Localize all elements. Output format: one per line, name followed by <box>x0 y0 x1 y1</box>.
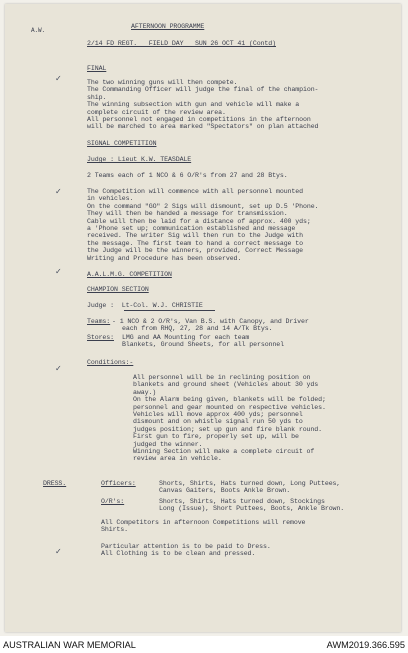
final-heading: FINAL <box>87 65 107 72</box>
conditions-line: Vehicles will move approx 400 yds; personnel <box>133 411 303 418</box>
judge-underline <box>124 310 215 311</box>
final-line: will be marched to area marked "Spectators" on plan attached <box>87 123 319 131</box>
signal-line: On the command "GO" 2 Sigs will dismount, set up D.5 'Phone. <box>87 202 319 210</box>
stores-label: Stores: <box>87 334 114 341</box>
dress-label: DRESS. <box>43 480 67 487</box>
final-line: The Commanding Officer will judge the final of the champion- <box>87 86 319 94</box>
officers-label: Officers: <box>101 480 136 487</box>
signal-line: Writing and Procedure has been observed. <box>87 254 242 262</box>
aalmg-heading: A.A.L.M.G. COMPETITION <box>87 271 172 278</box>
officers-line: Canvas Gaiters, Boots Ankle Brown. <box>159 487 291 495</box>
margin-mark: ✓ <box>55 187 62 196</box>
closing-line: Particular attention is to be paid to Dress. <box>101 543 271 550</box>
final-line: The winning subsection with gun and vehicle will make a <box>87 101 300 109</box>
teams-line: each from RHQ, 27, 28 and 14 A/Tk Btys. <box>122 325 273 333</box>
margin-mark: ✓ <box>55 74 62 83</box>
signal-line: They will then be handed a message for transmission. <box>87 210 288 218</box>
aalmg-judge: Judge : Lt-Col. W.J. CHRISTIE <box>87 302 203 309</box>
conditions-line: away.) <box>133 388 157 396</box>
conditions-line: On the Alarm being given, blankets will be folded; <box>133 396 326 404</box>
final-line: ship. <box>87 93 107 101</box>
conditions-label: Conditions:- <box>87 359 134 366</box>
header-line: 2/14 FD REGT. FIELD DAY SUN 26 OCT 41 (Contd) <box>87 40 276 47</box>
teams-line: - 1 NCO & 2 O/R's, Van B.S. with Canopy, and Driver <box>112 318 309 325</box>
conditions-line: judged the winner. <box>133 440 203 448</box>
signal-line: Cable will then be laid for a distance of approx. 400 yds; <box>87 217 311 225</box>
footer-accession-number: AWM2019.366.595 <box>326 640 405 650</box>
signal-line: received. The writer Sig will then run to the Judge with <box>87 232 303 240</box>
document-page <box>5 4 401 632</box>
closing-line: All Clothing is to be clean and pressed. <box>101 550 256 558</box>
final-line: The two winning guns will then compete. <box>87 79 238 86</box>
signal-line: the message. The first team to hand a correct message to <box>87 239 303 247</box>
signal-heading: SIGNAL COMPETITION <box>87 140 157 147</box>
signal-judge: Judge : Lieut K.W. TEASDALE <box>87 156 192 163</box>
competitors-line: Shirts. <box>101 526 128 534</box>
final-line: complete circuit of the review area. <box>87 108 226 116</box>
stores-line: Blankets, Ground Sheets, for all personnel <box>122 341 284 349</box>
footer-bar <box>0 636 408 653</box>
final-line: All personnel not engaged in competitions in the afternoon <box>87 116 311 123</box>
margin-mark: ✓ <box>55 364 62 373</box>
conditions-line: dismount and on whistle signal run 50 yds to <box>133 418 303 426</box>
champion-heading: CHAMPION SECTION <box>87 286 149 293</box>
conditions-line: All personnel will be in reclining position on <box>133 374 311 381</box>
margin-mark: ✓ <box>55 267 62 276</box>
competitors-line: All Competitors in afternoon Competitions will remove <box>101 519 306 526</box>
margin-mark: ✓ <box>55 547 62 556</box>
conditions-line: review area in vehicle. <box>133 455 222 463</box>
or-label: O/R's: <box>101 498 125 505</box>
footer-credit: AUSTRALIAN WAR MEMORIAL <box>3 640 136 650</box>
stores-line: LMG and AA Mounting for each team <box>122 334 250 341</box>
signal-line: in vehicles. <box>87 195 134 203</box>
conditions-line: personnel and gear mounted on respective vehicles. <box>133 403 326 411</box>
or-line: Long (Issue), Short Puttees, Boots, Ankle Brown. <box>159 505 345 513</box>
conditions-line: First gun to fire, properly set up, will be <box>133 433 299 441</box>
officers-line: Shorts, Shirts, Hats turned down, Long Puttees, <box>159 480 341 487</box>
teams-label: Teams: <box>87 318 111 325</box>
document-title: AFTERNOON PROGRAMME <box>131 23 205 30</box>
conditions-line: judges position; set up gun and fire blank round. <box>133 425 322 433</box>
signal-line: the Judge will be the winners, provided, Correct Message <box>87 247 303 255</box>
signal-line: The Competition will commence with all personnel mounted <box>87 188 303 195</box>
corner-mark: A.W. <box>31 27 46 34</box>
conditions-line: Winning Section will make a complete circuit of <box>133 448 315 455</box>
signal-teams: 2 Teams each of 1 NCO & 6 O/R's from 27 and 28 Btys. <box>87 172 288 179</box>
or-line: Shorts, Shirts, Hats turned down, Stockings <box>159 498 325 505</box>
conditions-line: blankets and ground sheet (Vehicles about 30 yds <box>133 381 319 389</box>
signal-line: a 'Phone set up; communication established and message <box>87 225 296 232</box>
